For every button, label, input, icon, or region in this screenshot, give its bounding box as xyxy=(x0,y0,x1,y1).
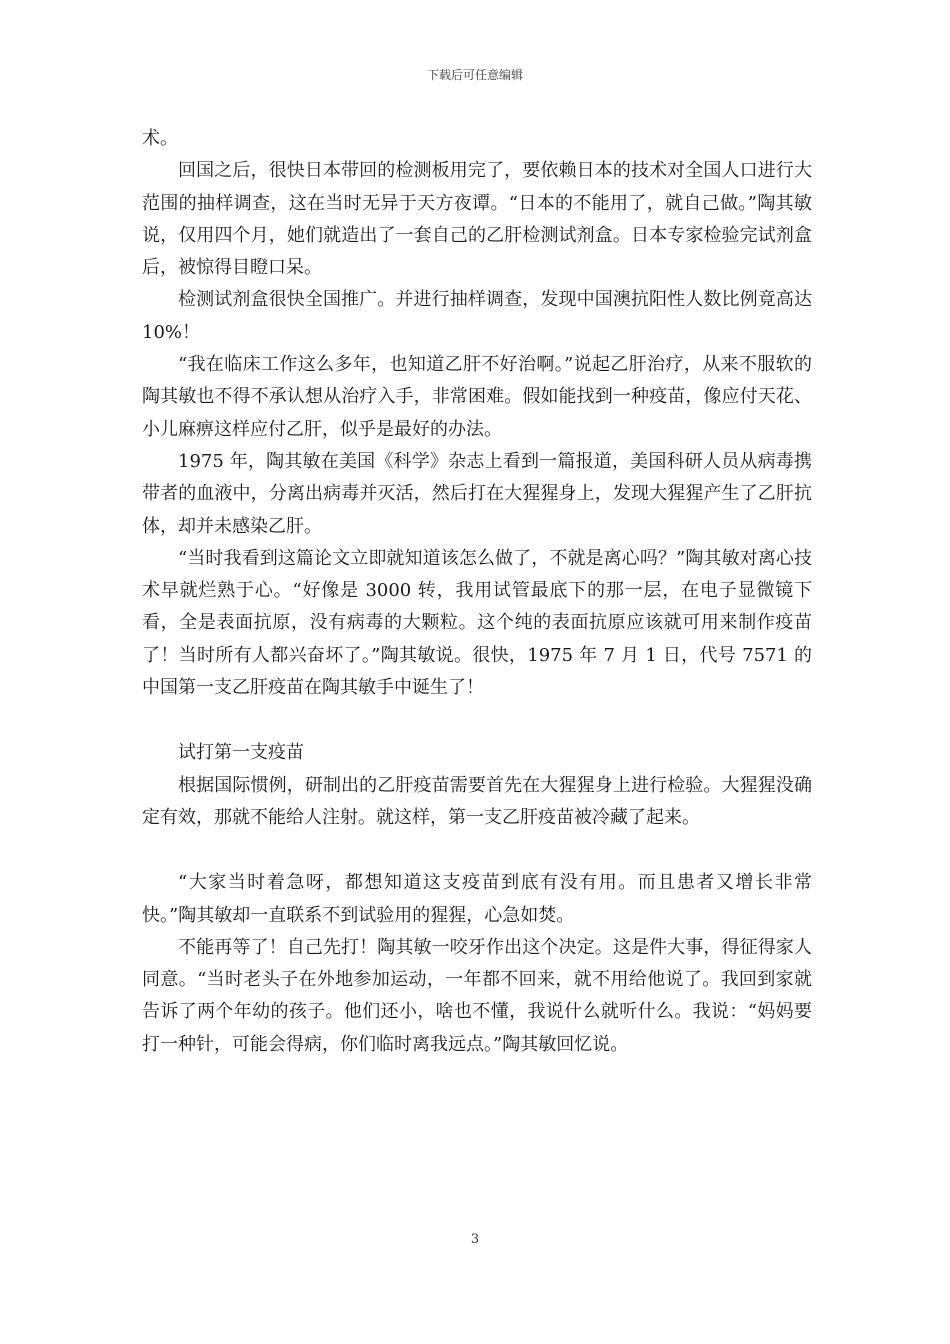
paragraph: 1975 年，陶其敏在美国《科学》杂志上看到一篇报道，美国科研人员从病毒携带者的血液中，分离出病毒并灭活，然后打在大猩猩身上，发现大猩猩产生了乙肝抗体，却并未感染乙肝。 xyxy=(142,450,812,537)
blank-line xyxy=(142,834,812,867)
paragraph: 回国之后，很快日本带回的检测板用完了，要依赖日本的技术对全国人口进行大范围的抽样调查，这在当时无异于天方夜谭。“日本的不能用了，就自己做。”陶其敏说，仅用四个月，她们就造出了一套自己的乙肝检测试剂盒。日本专家检验完试剂盒后，被惊得目瞪口呆。 xyxy=(142,160,812,279)
blank-line xyxy=(142,704,812,737)
paragraph: “当时我看到这篇论文立即就知道该怎么做了，不就是离心吗？”陶其敏对离心技术早就烂熟于心。“好像是 3000 转，我用试管最底下的那一层，在电子显微镜下看，全是表面抗原，没有病毒的大颗粒。这个纯的表面抗原应该就可用来制作疫苗了！当时所有人都兴奋坏了。”陶其敏说。很快，1975 年 7 月 1 日，代号 7571 的中国第一支乙肝疫苗在陶其敏手中诞生了！ xyxy=(142,547,812,699)
paragraph: “大家当时着急呀，都想知道这支疫苗到底有没有用。而且患者又增长非常快。”陶其敏却一直联系不到试验用的猩猩，心急如焚。 xyxy=(142,872,812,926)
paragraph: 根据国际惯例，研制出的乙肝疫苗需要首先在大猩猩身上进行检验。大猩猩没确定有效，那就不能给人注射。就这样，第一支乙肝疫苗被冷藏了起来。 xyxy=(142,774,812,828)
paragraph: 不能再等了！自己先打！陶其敏一咬牙作出这个决定。这是件大事，得征得家人同意。“当时老头子在外地参加运动，一年都不回来，就不用给他说了。我回到家就告诉了两个年幼的孩子。他们还小，啥也不懂，我说什么就听什么。我说：“妈妈要打一种针，可能会得病，你们临时离我远点。”陶其敏回忆说。 xyxy=(142,936,812,1055)
paragraph: “我在临床工作这么多年，也知道乙肝不好治啊。”说起乙肝治疗，从来不服软的陶其敏也不得不承认想从治疗入手，非常困难。假如能找到一种疫苗，像应付天花、小儿麻痹这样应付乙肝，似乎是最好的办法。 xyxy=(142,354,812,440)
paragraph-continuation: 术。 xyxy=(142,128,178,149)
page-number: 3 xyxy=(470,1232,480,1247)
paragraph: 检测试剂盒很快全国推广。并进行抽样调查，发现中国澳抗阳性人数比例竟高达 10%！ xyxy=(142,289,812,343)
page-header: 下载后可任意编辑 xyxy=(426,68,523,82)
document-body xyxy=(142,123,812,1061)
section-heading: 试打第一支疫苗 xyxy=(178,742,304,764)
